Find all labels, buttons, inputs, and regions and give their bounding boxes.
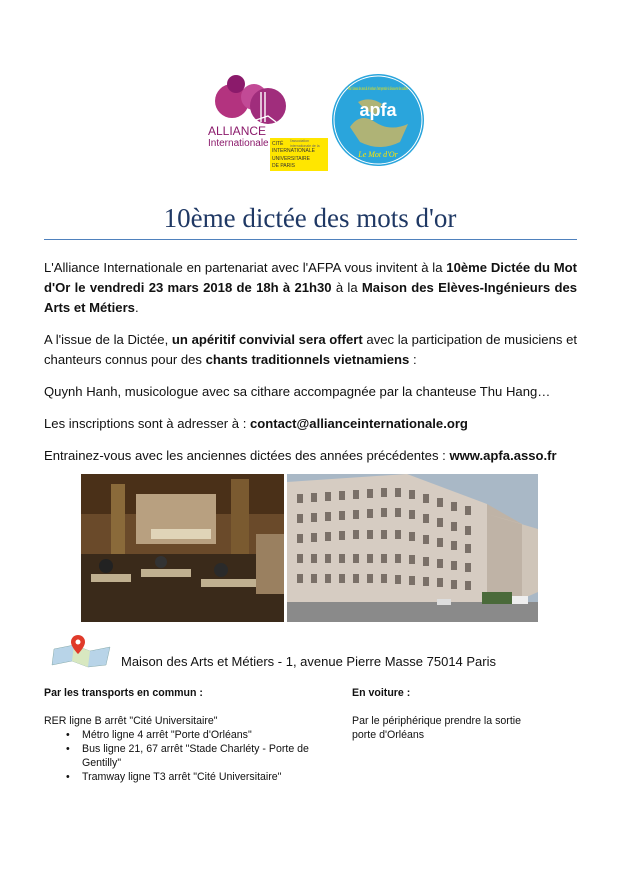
- svg-text:internationale de la: internationale de la: [290, 144, 320, 148]
- contact-email[interactable]: contact@allianceinternationale.org: [249, 416, 468, 431]
- aperitif-paragraph: A l'issue de la Dictée, un apéritif convivial sera offert avec la participation de musiciens et chanteurs connus pour des chants traditionnels vietnamiens :: [44, 332, 578, 367]
- public-transport-section: [44, 686, 334, 784]
- invitation-paragraph: L'Alliance Internationale en partenariat avec l'AFPA vous invitent à la 10ème Dictée du Mot d'Or le vendredi 23 mars 2018 de 18h à 21h30 à la Maison des Elèves-Ingénieurs des Arts et Métiers.: [44, 260, 578, 315]
- public-transport-heading: Par les transports en commun :: [44, 687, 203, 699]
- car-access-section: [352, 686, 572, 742]
- apfa-bottom: Le Mot d'Or: [358, 150, 398, 159]
- map-pin-icon: [50, 633, 114, 667]
- svg-text:INTERNATIONALE: INTERNATIONALE: [272, 148, 315, 154]
- list-item: • Tramway ligne T3 arrêt "Cité Universitaire": [82, 770, 334, 784]
- rer-line: RER ligne B arrêt "Cité Universitaire": [44, 715, 218, 727]
- apfa-arc-text: Pour l'amour des mots & le bonheur d'entreprendre la découverte des cultures: [347, 86, 408, 92]
- car-directions: Par le périphérique prendre la sortie porte d'Orléans: [352, 715, 522, 741]
- title-underline: [44, 239, 577, 240]
- apfa-website-link[interactable]: www.apfa.asso.fr: [449, 448, 557, 463]
- maison-arts-metiers-photo: [287, 474, 538, 622]
- svg-text:DE PARIS: DE PARIS: [272, 163, 295, 169]
- previous-dictations-paragraph: Entrainez-vous avec les anciennes dictées des années précédentes : www.apfa.asso.fr: [44, 448, 557, 463]
- list-item: • Bus ligne 21, 67 arrêt "Stade Charléty - Porte de Gentilly": [82, 742, 327, 770]
- list-item: • Métro ligne 4 arrêt "Porte d'Orléans": [82, 728, 334, 742]
- apfa-name: apfa: [359, 100, 397, 120]
- transport-list: [44, 728, 334, 784]
- musician-paragraph: Quynh Hanh, musicologue avec sa cithare accompagnée par la chanteuse Thu Hang…: [44, 384, 551, 399]
- car-access-heading: En voiture :: [352, 687, 411, 699]
- apfa-logo: [330, 72, 426, 168]
- event-address: Maison des Arts et Métiers - 1, avenue Pierre Masse 75014 Paris: [121, 654, 497, 669]
- svg-text:UNIVERSITAIRE: UNIVERSITAIRE: [272, 156, 310, 162]
- registration-paragraph: Les inscriptions sont à adresser à : contact@allianceinternationale.org: [44, 416, 468, 431]
- alliance-line1: ALLIANCE: [208, 124, 267, 138]
- alliance-line2: Internationale: [208, 138, 269, 149]
- dictation-room-photo: [81, 474, 284, 622]
- svg-text:CITÉ: CITÉ: [272, 141, 284, 147]
- page-title: 10ème dictée des mots d'or: [163, 203, 457, 233]
- alliance-internationale-logo: [206, 72, 331, 172]
- svg-text:l'association: l'association: [290, 139, 309, 143]
